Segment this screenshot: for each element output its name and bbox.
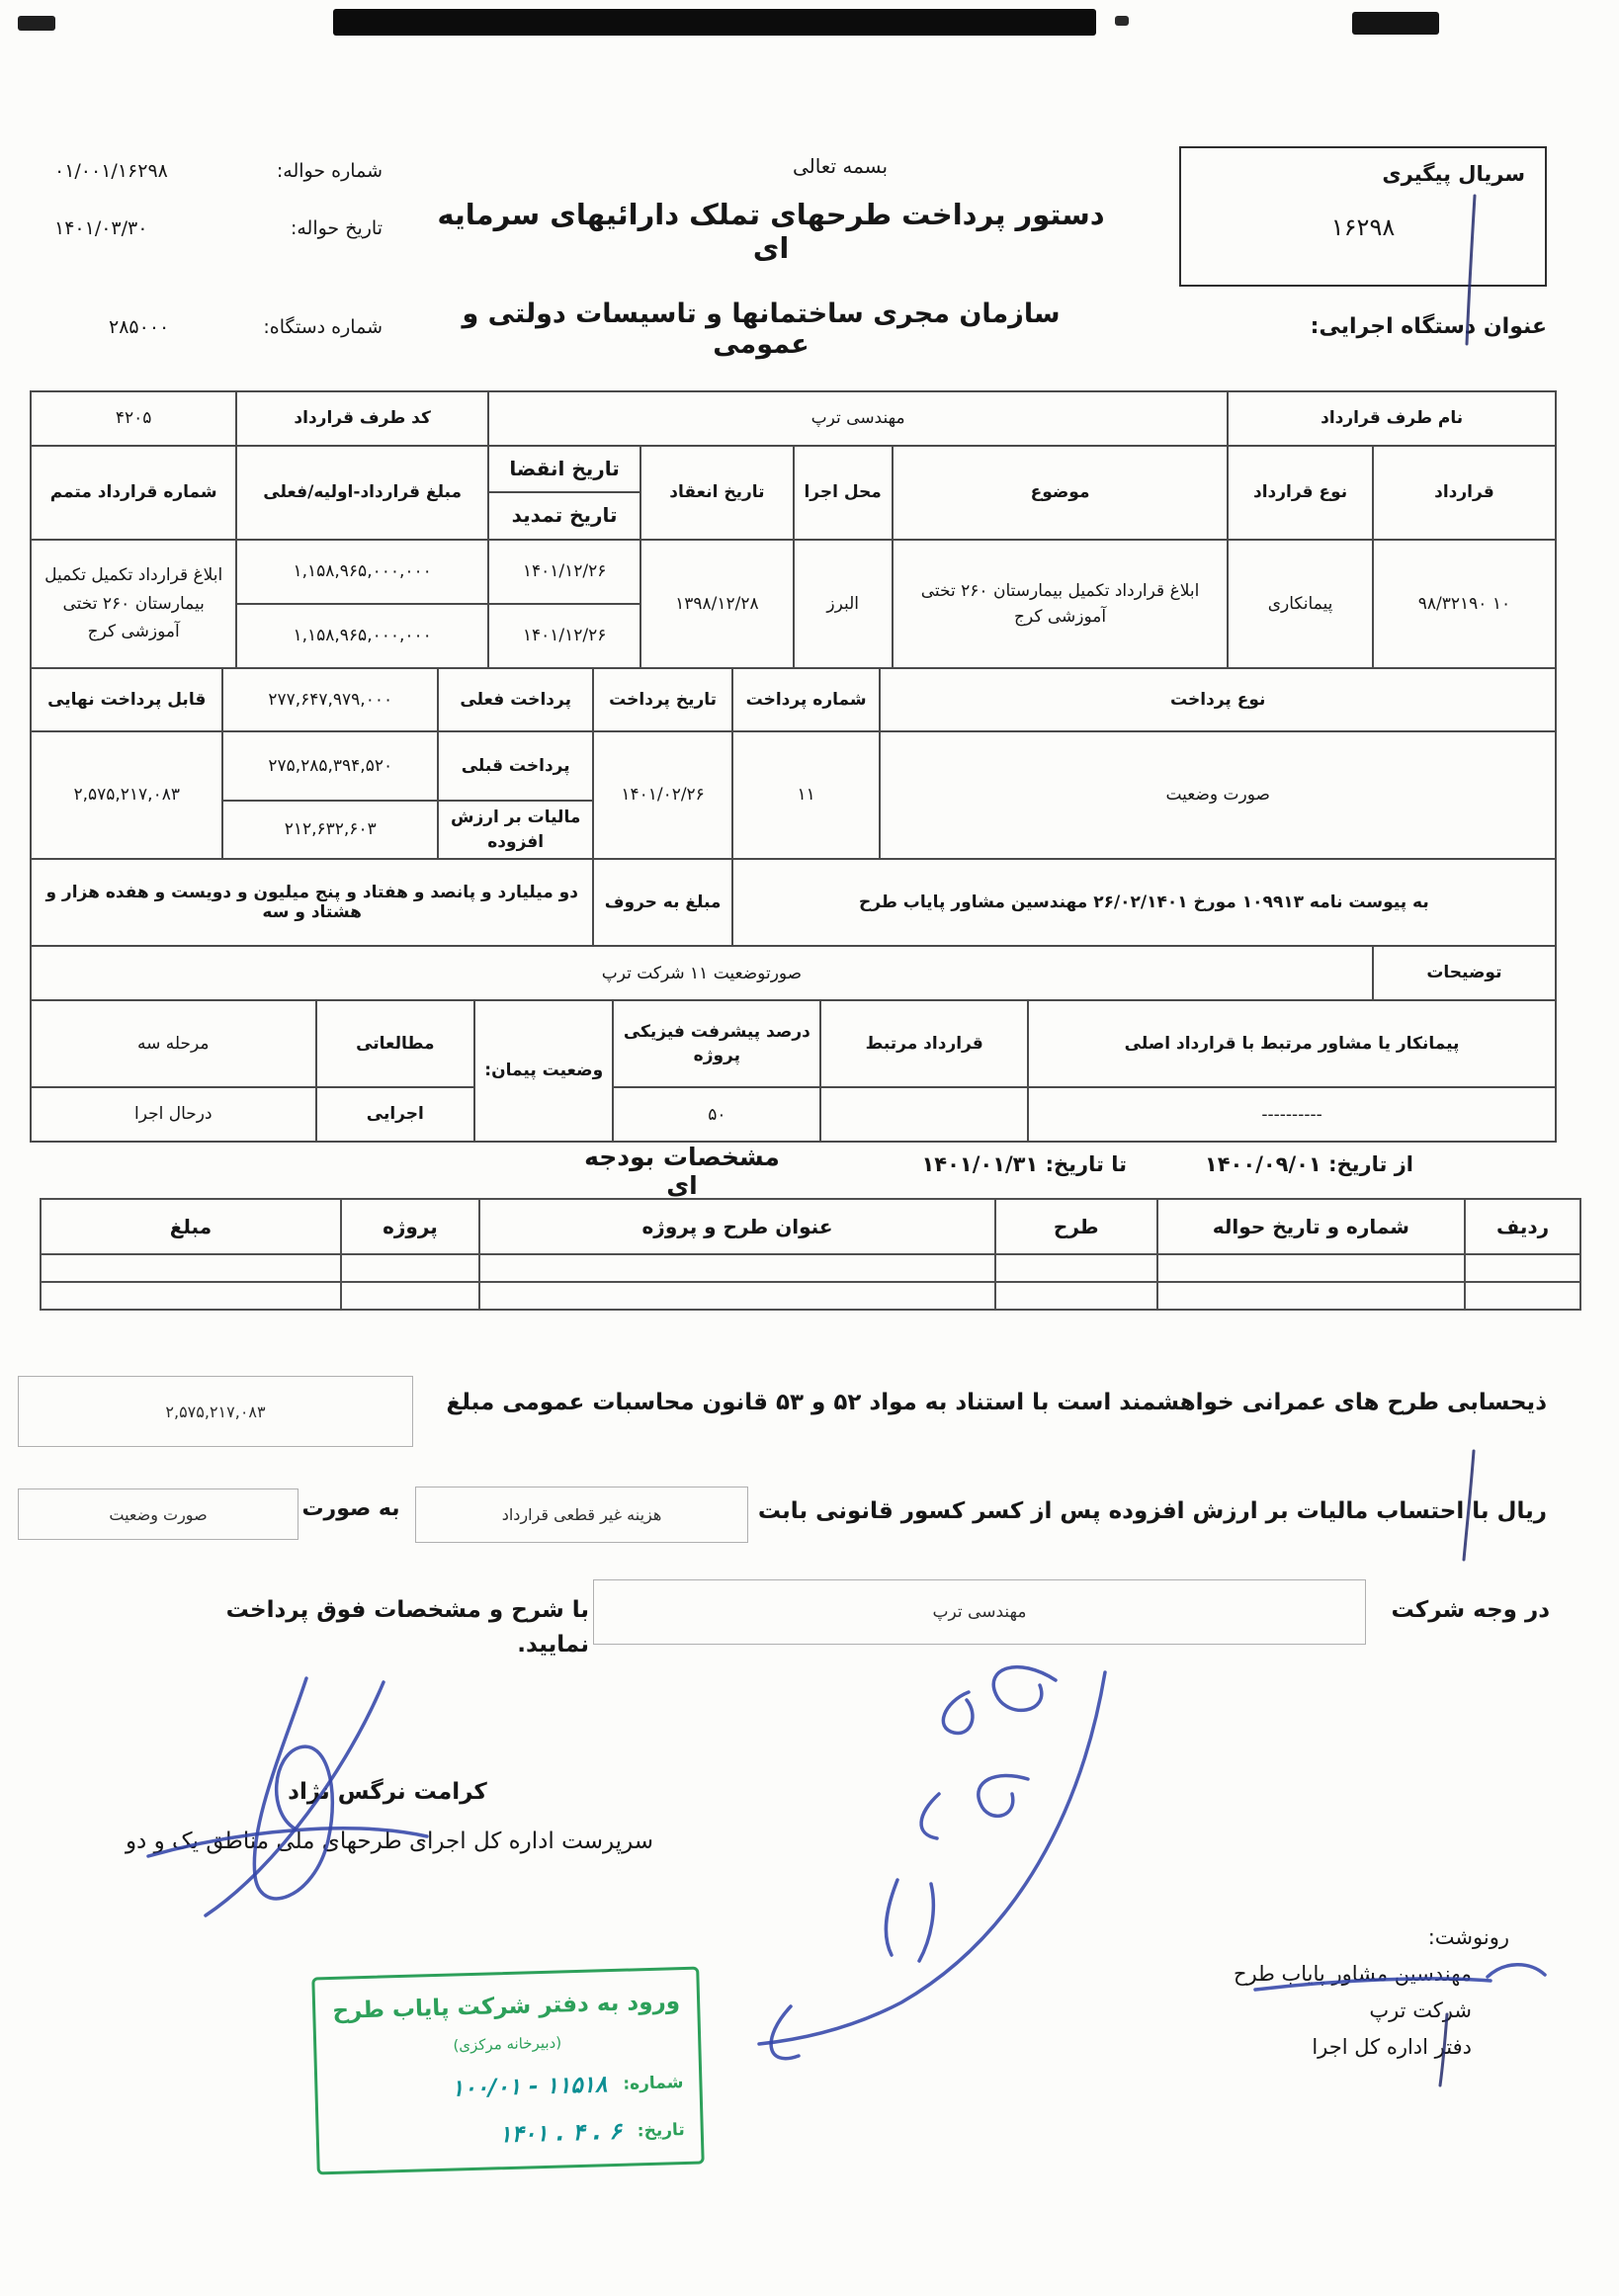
payment-previous-label: پرداخت قبلی xyxy=(438,731,593,801)
col-location: محل اجرا xyxy=(794,446,893,540)
budget-section-title: مشخصات بودجه ای xyxy=(584,1143,780,1200)
progress-value: ۵۰ xyxy=(613,1087,820,1142)
signatory-title: سرپرست اداره کل اجرای طرحهای ملی مناطق یک و دو xyxy=(125,1828,654,1854)
stamp-number-label: شماره: xyxy=(623,2073,684,2094)
party-code-label: کد طرف قرارداد xyxy=(236,391,488,446)
col-contract-type: نوع قرارداد xyxy=(1228,446,1373,540)
handwritten-note-ink xyxy=(943,1692,973,1733)
tracking-serial-box xyxy=(1179,146,1547,287)
col-subject: موضوع xyxy=(893,446,1228,540)
budget-empty-cell xyxy=(341,1254,479,1282)
stamp-number-value: ۱۱۵۱۸ - ۱۰۰/۰۱ xyxy=(451,2072,608,2102)
copies-label: رونوشت: xyxy=(1427,1925,1509,1949)
stamp-date-row xyxy=(335,2117,686,2153)
vat-amount: ۲۱۲,۶۳۲,۶۰۳ xyxy=(222,801,438,859)
main-tables xyxy=(30,390,1557,1143)
payment-type-label: نوع پرداخت xyxy=(880,668,1556,731)
budget-empty-cell xyxy=(1157,1282,1466,1310)
instruction-line2: ریال با احتساب مالیات بر ارزش افزوده پس از کسر کسور قانونی بابت xyxy=(757,1498,1547,1524)
budget-col-title: عنوان طرح و پروژه xyxy=(479,1199,995,1254)
amount-words-label: مبلغ به حروف xyxy=(593,859,731,946)
payee-label: در وجه شرکت xyxy=(1391,1597,1550,1623)
col-extension-date: تاریخ تمدید xyxy=(511,503,618,527)
tracking-serial-value: ۱۶۲۹۸ xyxy=(1330,213,1396,241)
handwritten-note-ink xyxy=(886,1880,897,1955)
exec-value: درحال اجرا xyxy=(31,1087,316,1142)
payee-box: مهندسی ترپ xyxy=(593,1579,1366,1645)
ref-date-value: ۱۴۰۱/۰۳/۳۰ xyxy=(54,217,148,239)
budget-to-date: تا تاریخ: ۱۴۰۱/۰۱/۳۱ xyxy=(921,1152,1127,1176)
contract-expiry-date: ۱۴۰۱/۱۲/۲۶ xyxy=(488,540,640,604)
budget-empty-cell xyxy=(995,1254,1157,1282)
contract-table xyxy=(30,390,1557,669)
payment-current-label: پرداخت فعلی xyxy=(438,668,593,731)
stamp-number-row xyxy=(333,2070,684,2105)
agency-title-label: عنوان دستگاه اجرایی: xyxy=(1310,314,1547,339)
related-contractor-label: پیمانکار یا مشاور مرتبط با قرارداد اصلی xyxy=(1028,1000,1556,1087)
stamp-date-label: تاریخ: xyxy=(637,2120,686,2142)
vat-label: مالیات بر ارزش افزوده xyxy=(438,801,593,859)
contract-sign-date: ۱۳۹۸/۱۲/۲۸ xyxy=(640,540,793,668)
budget-col-project: پروژه xyxy=(341,1199,479,1254)
progress-label: درصد پیشرفت فیزیکی پروژه xyxy=(613,1000,820,1087)
entry-stamp xyxy=(311,1967,704,2175)
budget-empty-cell xyxy=(1157,1254,1466,1282)
budget-col-amount: مبلغ xyxy=(41,1199,341,1254)
study-label: مطالعاتی xyxy=(316,1000,474,1087)
ref-date-field xyxy=(54,217,383,239)
related-contractor-value: ---------- xyxy=(1028,1087,1556,1142)
exec-label: اجرایی xyxy=(316,1087,474,1142)
budget-empty-cell xyxy=(1465,1282,1580,1310)
handwritten-note-ink xyxy=(759,1672,1105,2044)
attachment-note: به پیوست نامه ۱۰۹۹۱۳ مورخ ۲۶/۰۲/۱۴۰۱ مهندسین مشاور پایاب طرح xyxy=(732,859,1556,946)
amount-in-words: دو میلیارد و پانصد و هفتاد و پنج میلیون و دویست و هفده هزار و هشتاد و سه xyxy=(31,859,593,946)
related-contract-label: قرارداد مرتبط xyxy=(820,1000,1028,1087)
budget-col-plan: طرح xyxy=(995,1199,1157,1254)
budget-table-wrap xyxy=(40,1198,1581,1311)
instruction-amount-box: ۲,۵۷۵,۲۱۷,۰۸۳ xyxy=(18,1376,413,1447)
related-contract-table xyxy=(30,999,1557,1143)
device-number-field xyxy=(54,316,383,338)
payment-table xyxy=(30,667,1557,947)
contract-type: پیمانکاری xyxy=(1228,540,1373,668)
stamp-date-value: ۶ . ۴ . ۱۴۰۱ xyxy=(498,2118,623,2149)
related-contract-value xyxy=(820,1087,1028,1142)
signatory-name: کرامت نرگس نژاد xyxy=(288,1779,487,1805)
scan-artifact-speck xyxy=(1115,16,1129,26)
col-expiry-extension xyxy=(488,446,640,540)
payment-current-amount: ۲۷۷,۶۴۷,۹۷۹,۰۰۰ xyxy=(222,668,438,731)
contract-number: ۱۰ ۹۸/۳۲۱۹۰ xyxy=(1373,540,1556,668)
handwritten-note-ink xyxy=(771,2006,799,2059)
contract-subject: ابلاغ قرارداد تکمیل بیمارستان ۲۶۰ تختی آموزشی کرج xyxy=(893,540,1228,668)
contract-extension-date: ۱۴۰۱/۱۲/۲۶ xyxy=(488,604,640,668)
handwritten-note-ink xyxy=(979,1775,1028,1816)
budget-empty-cell xyxy=(41,1254,341,1282)
budget-empty-cell xyxy=(41,1282,341,1310)
budget-empty-cell xyxy=(479,1254,995,1282)
stamp-subtitle: (دبیرخانه مرکزی) xyxy=(453,2033,562,2055)
col-amount: مبلغ قرارداد-اولیه/فعلی xyxy=(236,446,488,540)
status-label: وضعیت پیمان: xyxy=(474,1000,613,1142)
copy-item: دفتر اداره کل اجرا xyxy=(1312,2035,1472,2059)
col-supplement-no: شماره قرارداد متمم xyxy=(31,446,236,540)
instruction-line1: ذیحسابی طرح های عمرانی خواهشمند است با استناد به مواد ۵۲ و ۵۳ قانون محاسبات عمومی مبلغ xyxy=(446,1390,1547,1415)
organization-name: سازمان مجری ساختمانها و تاسیسات دولتی و عمومی xyxy=(462,298,1061,360)
payment-number-label: شماره پرداخت xyxy=(732,668,881,731)
budget-empty-cell xyxy=(1465,1254,1580,1282)
copy-item: شرکت ترپ xyxy=(1369,1998,1472,2022)
payment-date-label: تاریخ پرداخت xyxy=(593,668,731,731)
notes-label: توضیحات xyxy=(1373,946,1556,1000)
ref-number-label: شماره حواله: xyxy=(276,160,383,182)
instruction-line3: با شرح و مشخصات فوق پرداخت نمایید. xyxy=(225,1597,589,1658)
payment-final-label: قابل پرداخت نهایی xyxy=(31,668,222,731)
payment-type-value: صورت وضعیت xyxy=(880,731,1556,859)
basmala-text: بسمه تعالی xyxy=(792,154,889,178)
handwritten-note-ink xyxy=(993,1667,1056,1711)
handwritten-note-ink xyxy=(921,1794,939,1838)
notes-value: صورتوضعیت ۱۱ شرکت ترپ xyxy=(31,946,1373,1000)
payment-number-value: ۱۱ xyxy=(732,731,881,859)
handwritten-note-ink xyxy=(919,1884,933,1961)
col-sign-date: تاریخ انعقاد xyxy=(640,446,793,540)
study-value: مرحله سه xyxy=(31,1000,316,1087)
budget-empty-cell xyxy=(479,1282,995,1310)
budget-from-date: از تاریخ: ۱۴۰۰/۰۹/۰۱ xyxy=(1204,1152,1413,1176)
ref-number-field xyxy=(54,160,383,182)
copies-block xyxy=(1132,1919,1547,2066)
contract-amount-initial: ۱,۱۵۸,۹۶۵,۰۰۰,۰۰۰ xyxy=(236,540,488,604)
scan-artifact-band xyxy=(333,9,1096,36)
contract-supplement: ابلاغ قرارداد تکمیل تکمیل بیمارستان ۲۶۰ تختی آموزشی کرج xyxy=(31,540,236,668)
contract-amount-current: ۱,۱۵۸,۹۶۵,۰۰۰,۰۰۰ xyxy=(236,604,488,668)
copy-item: مهندسین مشاور پایاب طرح xyxy=(1233,1962,1472,1986)
ref-number-value: ۰۱/۰۰۱/۱۶۲۹۸ xyxy=(54,160,168,182)
budget-col-row: ردیف xyxy=(1465,1199,1580,1254)
document-title: دستور پرداخت طرحهای تملک دارائیهای سرمایه ای xyxy=(437,198,1105,265)
col-contract: قرارداد xyxy=(1373,446,1556,540)
tracking-serial-label: سریال پیگیری xyxy=(1382,162,1525,186)
device-number-label: شماره دستگاه: xyxy=(263,316,383,338)
payment-form-box: صورت وضعیت xyxy=(18,1488,298,1540)
budget-empty-cell xyxy=(341,1282,479,1310)
party-code-value: ۴۲۰۵ xyxy=(31,391,236,446)
contract-location: البرز xyxy=(794,540,893,668)
budget-table xyxy=(40,1198,1581,1311)
party-name-value: مهندسی ترپ xyxy=(488,391,1228,446)
scan-artifact-corner xyxy=(18,16,55,31)
payment-previous-amount: ۲۷۵,۲۸۵,۳۹۴,۵۲۰ xyxy=(222,731,438,801)
ref-date-label: تاریخ حواله: xyxy=(290,217,383,239)
device-number-value: ۲۸۵۰۰۰ xyxy=(109,316,170,338)
scan-artifact-mark xyxy=(1352,12,1439,35)
budget-empty-cell xyxy=(995,1282,1157,1310)
expense-type-box: هزینه غیر قطعی قرارداد xyxy=(415,1487,748,1543)
payment-final-amount: ۲,۵۷۵,۲۱۷,۰۸۳ xyxy=(31,731,222,859)
as-label: به صورت xyxy=(301,1496,400,1521)
stamp-title: ورود به دفتر شرکت پایاب طرح xyxy=(332,1989,681,2024)
col-expiry-date: تاریخ انقضا xyxy=(489,448,639,493)
budget-col-ref: شماره و تاریخ حواله xyxy=(1157,1199,1466,1254)
payment-date-value: ۱۴۰۱/۰۲/۲۶ xyxy=(593,731,731,859)
party-name-label: نام طرف قرارداد xyxy=(1228,391,1556,446)
notes-table xyxy=(30,945,1557,1001)
